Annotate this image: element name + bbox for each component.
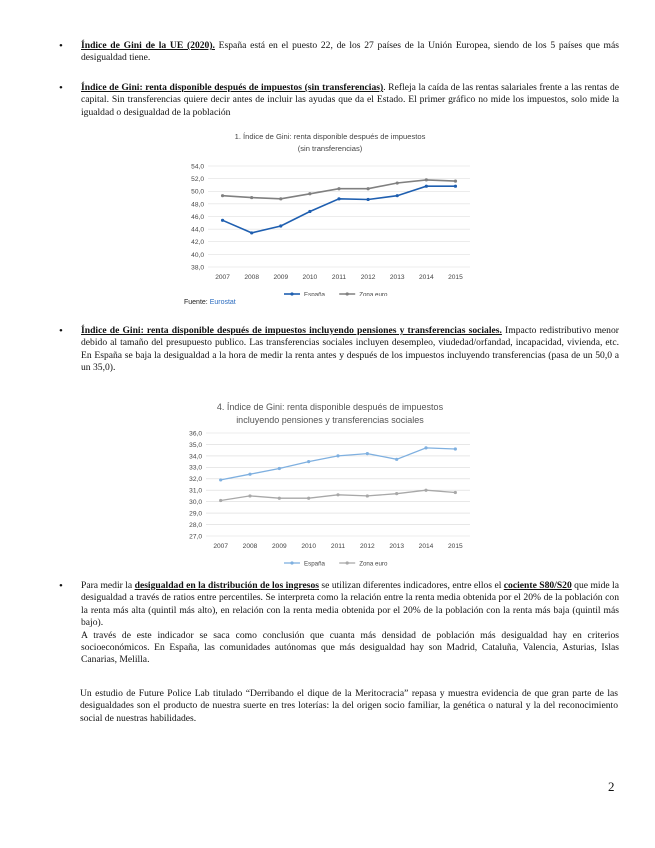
- series-line-espana: [223, 186, 456, 233]
- data-point: [396, 181, 399, 184]
- bullet-body-pre: Para medir la: [81, 580, 135, 591]
- data-point: [278, 497, 281, 500]
- y-tick-label: 38,0: [191, 264, 204, 272]
- bullet-body-mid: se utilizan diferentes indicadores, entre ellos el: [319, 580, 504, 591]
- y-tick-label: 46,0: [191, 213, 204, 221]
- y-tick-label: 30,0: [189, 499, 202, 507]
- legend-marker: [290, 561, 293, 564]
- bullet-text: [81, 82, 619, 119]
- data-point: [454, 447, 457, 450]
- y-tick-label: 34,0: [189, 453, 202, 461]
- bullet-body: que mide la desigualdad a través de ratios entre percentiles. Se interpreta como la relación entre la renta media obtenida por el 20% de la población con la renta más alta (quintil más alto), en relación con la renta media obtenida por el 20% de la población con la renta más baja (quintil más bajo).: [81, 580, 619, 629]
- chart-gini-con-transferencias: [180, 397, 480, 573]
- data-point: [307, 460, 310, 463]
- x-tick-label: 2007: [213, 543, 229, 550]
- y-tick-label: 54,0: [191, 163, 204, 171]
- legend-label: Zona euro: [359, 560, 388, 568]
- chart-title-line-1: 1. Índice de Gini: renta disponible después de impuestos: [234, 132, 426, 141]
- data-point: [219, 499, 222, 502]
- x-tick-label: 2009: [273, 274, 289, 281]
- data-point: [454, 491, 457, 494]
- bullet-gini-sin-transferencias: [59, 82, 619, 119]
- data-point: [337, 187, 340, 190]
- chart-2-svg: [180, 397, 480, 569]
- legend-marker: [290, 292, 293, 295]
- data-point: [250, 196, 253, 199]
- data-point: [395, 492, 398, 495]
- source-note: [184, 297, 236, 309]
- bullet-gini-ue: [59, 40, 619, 65]
- x-tick-label: 2013: [389, 543, 405, 550]
- legend-marker: [346, 292, 349, 295]
- y-tick-label: 27,0: [189, 533, 202, 541]
- data-point: [424, 446, 427, 449]
- x-tick-label: 2014: [418, 274, 434, 281]
- bullet-gini-con-transferencias: [59, 325, 619, 375]
- x-tick-label: 2015: [448, 274, 463, 281]
- bullet-dot: •: [59, 40, 63, 52]
- data-point: [221, 219, 224, 222]
- data-point: [366, 494, 369, 497]
- data-point: [308, 192, 311, 195]
- y-tick-label: 31,0: [189, 487, 202, 495]
- y-tick-label: 28,0: [189, 521, 202, 529]
- x-tick-label: 2013: [389, 274, 405, 281]
- bullet-dot: •: [59, 82, 63, 94]
- data-point: [424, 489, 427, 492]
- bullet-dot: •: [59, 580, 63, 592]
- data-point: [248, 473, 251, 476]
- data-point: [250, 231, 253, 234]
- x-tick-label: 2012: [360, 274, 376, 281]
- data-point: [367, 198, 370, 201]
- chart-gini-sin-transferencias: [180, 128, 480, 300]
- x-tick-label: 2011: [330, 543, 346, 550]
- legend-label: España: [304, 560, 325, 568]
- bullet-s80-s20: [59, 580, 619, 667]
- bullet-heading: Índice de Gini: renta disponible después de impuestos (sin transferencias): [81, 82, 384, 93]
- x-tick-label: 2008: [244, 274, 260, 281]
- legend-marker: [346, 561, 349, 564]
- chart-title-line-1: 4. Índice de Gini: renta disponible después de impuestos: [216, 402, 444, 412]
- y-tick-label: 29,0: [189, 510, 202, 518]
- x-tick-label: 2011: [331, 274, 347, 281]
- x-tick-label: 2015: [447, 543, 463, 550]
- chart-title-line-2: (sin transferencias): [297, 144, 363, 153]
- x-tick-label: 2014: [418, 543, 434, 550]
- data-point: [454, 185, 457, 188]
- source-link[interactable]: Eurostat: [209, 299, 236, 306]
- data-point: [367, 187, 370, 190]
- bullet-text: [81, 325, 619, 375]
- bullet-body: . Refleja la caída de las rentas salariales frente a las rentas de capital. Sin transferencias quiere decir antes de incluir las ayudas que da el Estado. El primer gráfico no mide los impuestos, solo mide la igualdad o desigualdad de la población: [81, 82, 619, 118]
- chart-title-line-2: incluyendo pensiones y transferencias sociales: [236, 415, 424, 425]
- data-point: [307, 497, 310, 500]
- y-tick-label: 48,0: [191, 201, 204, 209]
- legend-label: España: [304, 291, 325, 296]
- x-tick-label: 2009: [271, 543, 287, 550]
- data-point: [366, 452, 369, 455]
- y-tick-label: 35,0: [189, 441, 202, 449]
- data-point: [336, 454, 339, 457]
- x-tick-label: 2007: [215, 274, 230, 281]
- bullet-heading: Índice de Gini: renta disponible después de impuestos incluyendo pensiones y transferencias sociales.: [81, 325, 502, 336]
- y-tick-label: 36,0: [189, 430, 202, 438]
- data-point: [279, 224, 282, 227]
- series-line-espana: [221, 448, 456, 480]
- bullet-body-2: A través de este indicador se saca como conclusión que cuanta más densidad de población más desigualdad hay en criterios socioeconómicos. En España, las comunidades autónomas que más desigualdad hay son Madrid, Cataluña, Valencia, Asturias, Islas Canarias, Melilla.: [81, 629, 619, 666]
- bullet-text: [81, 40, 619, 65]
- data-point: [396, 194, 399, 197]
- y-tick-label: 42,0: [191, 239, 204, 247]
- data-point: [308, 210, 311, 213]
- legend-label: Zona euro: [359, 291, 388, 296]
- y-tick-label: 50,0: [191, 188, 204, 196]
- data-point: [248, 494, 251, 497]
- bullet-body: España está en el puesto 22, de los 27 países de la Unión Europea, siendo de los 5 países que más desigualdad tiene.: [81, 40, 620, 64]
- bullet-text: [81, 580, 619, 667]
- x-tick-label: 2012: [359, 543, 375, 550]
- bullet-dot: •: [59, 325, 63, 337]
- y-tick-label: 44,0: [191, 226, 204, 234]
- y-tick-label: 33,0: [189, 464, 202, 472]
- data-point: [221, 194, 224, 197]
- y-tick-label: 32,0: [189, 476, 202, 484]
- meritocracia-paragraph: Un estudio de Future Police Lab titulado “Derribando el dique de la Meritocracia” repasa y muestra evidencia de que gran parte de las desigualdades son el producto de nuestra suerte en tres loterías: la del origen socio familiar, la genética o natural y la del reconocimiento social de nuestras habilidades.: [80, 688, 618, 724]
- bullet-heading-2: cociente S80/S20: [503, 580, 572, 591]
- data-point: [425, 178, 428, 181]
- bullet-body: Impacto redistributivo menor debido al tamaño del presupuesto publico. Las transferencias sociales incluyen desempleo, viudedad/orfandad, incapacidad, vivienda, etc. En España se baja la desigualdad a la hora de medir la renta antes y después de los impuestos incluyendo transferencias (pasa de un 50,0 a un 35,0).: [81, 325, 619, 374]
- bullet-heading-1: desigualdad en la distribución de los ingresos: [134, 580, 320, 591]
- data-point: [336, 493, 339, 496]
- y-tick-label: 52,0: [191, 176, 204, 184]
- data-point: [278, 467, 281, 470]
- page-number: 2: [608, 779, 615, 794]
- data-point: [395, 458, 398, 461]
- x-tick-label: 2010: [301, 543, 317, 550]
- data-point: [337, 197, 340, 200]
- data-point: [219, 478, 222, 481]
- data-point: [279, 197, 282, 200]
- chart-1-svg: [180, 128, 480, 296]
- data-point: [454, 180, 457, 183]
- x-tick-label: 2010: [302, 274, 318, 281]
- x-tick-label: 2008: [242, 543, 258, 550]
- y-tick-label: 40,0: [191, 251, 204, 259]
- bullet-heading: Índice de Gini de la UE (2020).: [81, 40, 215, 51]
- source-label: Fuente:: [184, 299, 210, 306]
- data-point: [425, 185, 428, 188]
